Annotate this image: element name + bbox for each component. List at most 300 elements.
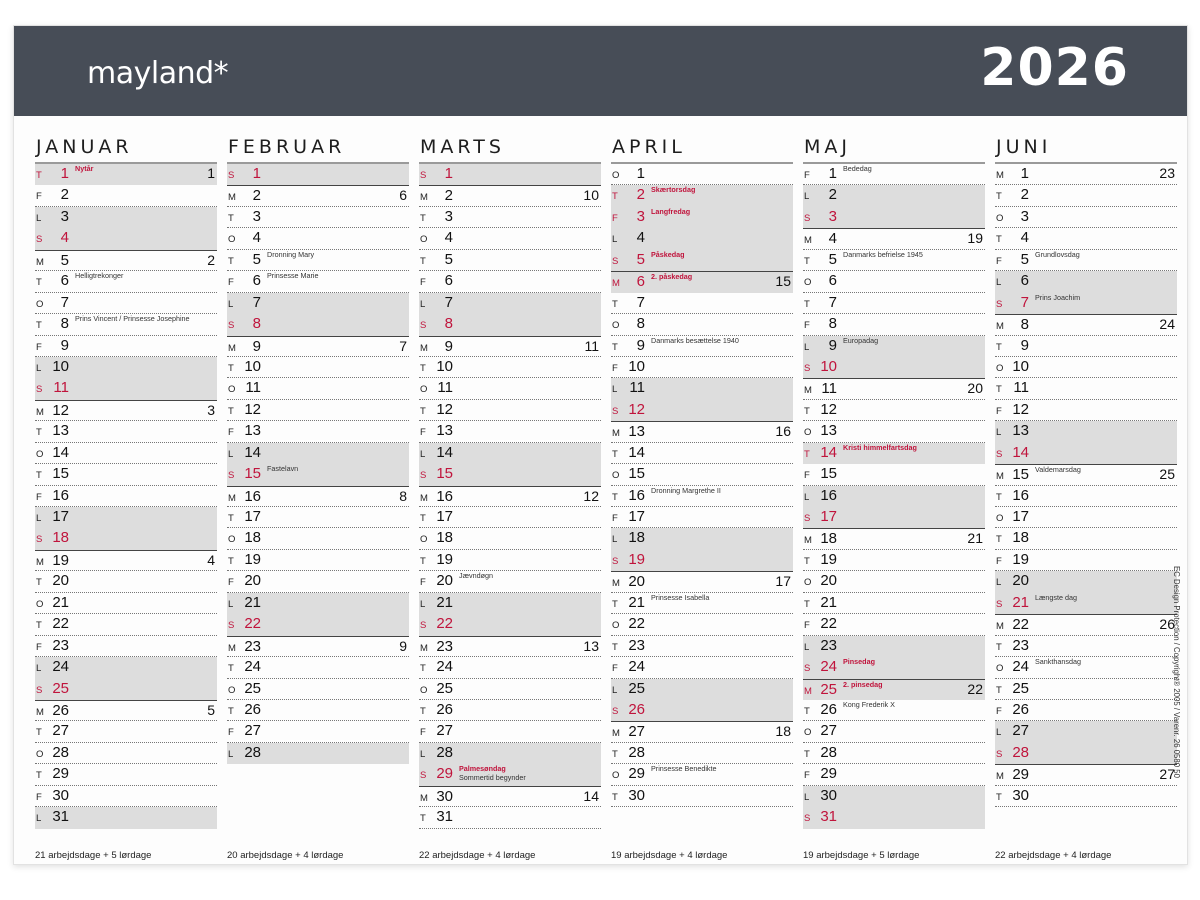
day-number: 20 bbox=[436, 572, 453, 590]
weekday-letter: O bbox=[996, 663, 1004, 675]
day-row bbox=[227, 721, 409, 742]
weekday-letter: S bbox=[612, 705, 619, 717]
day-number: 21 bbox=[820, 593, 837, 611]
day-row bbox=[611, 164, 793, 185]
day-number: 20 bbox=[52, 572, 69, 590]
day-number: 15 bbox=[436, 465, 453, 483]
week-number: 14 bbox=[583, 787, 599, 804]
day-number: 19 bbox=[628, 550, 645, 568]
day-row bbox=[995, 593, 1177, 614]
day-number: 8 bbox=[60, 315, 69, 333]
day-number: 21 bbox=[628, 593, 645, 611]
weekday-letter: L bbox=[36, 813, 42, 825]
day-number: 6 bbox=[828, 272, 837, 290]
weekday-letter: T bbox=[612, 298, 618, 310]
day-event: Europadag bbox=[843, 335, 879, 345]
weekday-letter: M bbox=[996, 621, 1004, 633]
day-number: 20 bbox=[820, 572, 837, 590]
weekday-letter: O bbox=[612, 470, 620, 482]
day-number: 15 bbox=[244, 465, 261, 483]
day-row bbox=[995, 314, 1177, 335]
weekday-letter: S bbox=[228, 620, 235, 632]
day-row bbox=[227, 357, 409, 378]
weekday-letter: T bbox=[612, 448, 618, 460]
day-number: 13 bbox=[628, 423, 645, 441]
day-row bbox=[227, 185, 409, 206]
day-row bbox=[611, 721, 793, 742]
weekday-letter: O bbox=[996, 513, 1004, 524]
day-row bbox=[227, 679, 409, 700]
weekday-letter: T bbox=[996, 684, 1002, 696]
weekday-letter: M bbox=[36, 556, 44, 568]
weekday-letter: T bbox=[804, 598, 810, 610]
weekday-letter: O bbox=[612, 620, 620, 632]
weekday-letter: M bbox=[996, 471, 1004, 483]
weekday-letter: T bbox=[36, 727, 42, 739]
day-row bbox=[35, 185, 217, 206]
weekday-letter: M bbox=[996, 771, 1004, 783]
weekday-letter: O bbox=[36, 448, 44, 460]
day-number: 27 bbox=[52, 722, 69, 740]
weekday-letter: O bbox=[36, 748, 44, 760]
day-event: 2. pinsedag bbox=[843, 679, 883, 689]
day-event: Valdemarsdag bbox=[1035, 465, 1081, 475]
weekday-letter: L bbox=[612, 684, 618, 696]
day-row bbox=[803, 314, 985, 335]
day-row bbox=[995, 464, 1177, 485]
weekday-letter: O bbox=[612, 770, 620, 782]
weekday-letter: M bbox=[612, 728, 620, 740]
day-event: Prins Joachim bbox=[1035, 292, 1081, 302]
day-row bbox=[419, 357, 601, 378]
month-name: MARTS bbox=[419, 134, 601, 164]
day-row bbox=[227, 293, 409, 314]
day-number: 7 bbox=[1020, 293, 1029, 311]
weekday-letter: L bbox=[612, 384, 618, 396]
weekday-letter: L bbox=[36, 513, 42, 524]
day-event: Prinsesse Marie bbox=[267, 271, 319, 281]
day-number: 5 bbox=[828, 250, 837, 268]
day-row bbox=[419, 250, 601, 271]
weekday-letter: L bbox=[804, 191, 810, 203]
weekday-letter: S bbox=[804, 663, 811, 675]
day-number: 17 bbox=[244, 508, 261, 525]
weekday-letter: L bbox=[228, 298, 234, 310]
weekday-letter: L bbox=[996, 427, 1002, 439]
day-number: 22 bbox=[1012, 616, 1029, 634]
day-event: Bededag bbox=[843, 164, 872, 173]
day-row bbox=[419, 614, 601, 635]
weekday-letter: O bbox=[612, 320, 620, 332]
day-row bbox=[995, 636, 1177, 657]
weekday-letter: T bbox=[228, 663, 234, 675]
day-number: 6 bbox=[60, 272, 69, 290]
week-number: 25 bbox=[1159, 466, 1175, 483]
weekday-letter: F bbox=[36, 191, 42, 203]
day-row bbox=[35, 550, 217, 571]
weekday-letter: T bbox=[996, 491, 1002, 503]
weekday-letter: F bbox=[612, 663, 618, 675]
day-row bbox=[995, 721, 1177, 742]
day-row bbox=[227, 250, 409, 271]
day-row bbox=[227, 228, 409, 249]
week-number: 24 bbox=[1159, 316, 1175, 333]
day-row bbox=[35, 636, 217, 657]
day-row bbox=[611, 657, 793, 678]
weekday-letter: T bbox=[996, 234, 1002, 246]
day-number: 5 bbox=[444, 250, 453, 268]
day-number: 30 bbox=[436, 787, 453, 805]
day-number: 30 bbox=[820, 786, 837, 804]
day-number: 9 bbox=[60, 336, 69, 354]
weekday-letter: S bbox=[996, 298, 1003, 310]
day-row bbox=[995, 507, 1177, 528]
day-event: 2. påskedag bbox=[651, 272, 693, 282]
week-number: 17 bbox=[775, 573, 791, 590]
day-number: 25 bbox=[628, 679, 645, 697]
day-row bbox=[611, 250, 793, 271]
day-row bbox=[35, 421, 217, 442]
weekday-letter: F bbox=[228, 577, 234, 589]
day-row bbox=[35, 721, 217, 742]
day-number: 21 bbox=[1012, 593, 1029, 611]
weekday-letter: S bbox=[36, 384, 43, 396]
day-number: 19 bbox=[1012, 550, 1029, 568]
weekday-letter: T bbox=[228, 705, 234, 717]
month-footer: 21 arbejdsdage + 5 lørdage bbox=[35, 850, 152, 861]
weekday-letter: T bbox=[420, 362, 426, 374]
day-number: 13 bbox=[820, 422, 837, 440]
weekday-letter: S bbox=[36, 234, 43, 246]
day-number: 17 bbox=[436, 508, 453, 525]
day-row bbox=[803, 679, 985, 700]
weekday-letter: T bbox=[420, 255, 426, 267]
day-row bbox=[611, 786, 793, 807]
weekday-letter: T bbox=[804, 255, 810, 267]
month-column-maj bbox=[803, 134, 985, 861]
day-number: 7 bbox=[60, 293, 69, 311]
week-number: 26 bbox=[1159, 616, 1175, 633]
day-row bbox=[803, 786, 985, 807]
day-row bbox=[611, 571, 793, 592]
weekday-letter: L bbox=[228, 598, 234, 610]
weekday-letter: F bbox=[612, 362, 618, 374]
day-row bbox=[611, 271, 793, 292]
day-number: 1 bbox=[444, 165, 453, 182]
month-column-januar bbox=[35, 134, 217, 861]
weekday-letter: L bbox=[804, 641, 810, 653]
day-row bbox=[995, 378, 1177, 399]
day-row bbox=[995, 336, 1177, 357]
day-row bbox=[419, 421, 601, 442]
day-number: 14 bbox=[628, 443, 645, 461]
weekday-letter: F bbox=[36, 791, 42, 803]
weekday-letter: T bbox=[36, 170, 42, 181]
month-footer: 22 arbejdsdage + 4 lørdage bbox=[995, 850, 1112, 861]
day-number: 11 bbox=[53, 379, 69, 397]
day-row bbox=[803, 614, 985, 635]
weekday-letter: O bbox=[228, 384, 236, 396]
day-number: 5 bbox=[252, 250, 261, 268]
day-number: 27 bbox=[436, 722, 453, 740]
weekday-letter: F bbox=[804, 320, 810, 332]
day-row bbox=[803, 550, 985, 571]
day-number: 15 bbox=[628, 465, 645, 483]
day-row bbox=[995, 293, 1177, 314]
day-event-secondary: Sommertid begynder bbox=[459, 772, 526, 782]
day-number: 17 bbox=[628, 508, 645, 525]
day-number: 28 bbox=[1012, 743, 1029, 761]
day-number: 10 bbox=[436, 357, 453, 375]
day-row bbox=[803, 743, 985, 764]
day-row bbox=[995, 207, 1177, 228]
weekday-letter: M bbox=[804, 385, 812, 397]
weekday-letter: T bbox=[804, 705, 810, 717]
week-number: 11 bbox=[584, 337, 599, 354]
day-number: 24 bbox=[1012, 658, 1029, 676]
week-number: 12 bbox=[583, 487, 599, 504]
day-row bbox=[611, 421, 793, 442]
day-row bbox=[611, 550, 793, 571]
day-row bbox=[995, 571, 1177, 592]
day-number: 28 bbox=[820, 743, 837, 761]
weekday-letter: M bbox=[996, 170, 1004, 181]
day-row bbox=[227, 571, 409, 592]
weekday-letter: M bbox=[804, 235, 812, 247]
weekday-letter: S bbox=[420, 170, 427, 181]
day-row bbox=[419, 807, 601, 828]
day-number: 22 bbox=[436, 615, 453, 633]
month-name: MAJ bbox=[803, 134, 985, 164]
day-row bbox=[35, 764, 217, 785]
day-row bbox=[803, 185, 985, 206]
day-number: 16 bbox=[52, 486, 69, 504]
weekday-letter: O bbox=[36, 598, 44, 610]
month-name: FEBRUAR bbox=[227, 134, 409, 164]
day-number: 8 bbox=[636, 315, 645, 333]
day-row bbox=[227, 378, 409, 399]
day-number: 18 bbox=[1012, 529, 1029, 547]
day-event: Fastelavn bbox=[267, 464, 299, 474]
week-number: 8 bbox=[399, 487, 407, 504]
day-number: 30 bbox=[628, 786, 645, 804]
day-row bbox=[35, 657, 217, 678]
weekday-letter: S bbox=[420, 620, 427, 632]
weekday-letter: F bbox=[804, 620, 810, 632]
year-title: 2026 bbox=[980, 38, 1129, 98]
day-row bbox=[995, 743, 1177, 764]
day-number: 7 bbox=[828, 293, 837, 311]
weekday-letter: S bbox=[228, 170, 235, 181]
day-row bbox=[803, 421, 985, 442]
weekday-letter: M bbox=[36, 256, 44, 268]
weekday-letter: S bbox=[804, 212, 811, 224]
day-row bbox=[803, 443, 985, 464]
day-event: Kong Frederik X bbox=[843, 699, 895, 709]
day-number: 24 bbox=[820, 658, 837, 676]
day-number: 7 bbox=[252, 293, 261, 311]
day-event: Prins Vincent / Prinsesse Josephine bbox=[75, 314, 190, 324]
day-number: 2 bbox=[636, 186, 645, 204]
weekday-letter: F bbox=[228, 427, 234, 439]
weekday-letter: L bbox=[36, 362, 42, 374]
month-column-juni bbox=[995, 134, 1177, 861]
day-number: 25 bbox=[244, 679, 261, 697]
day-number: 4 bbox=[252, 229, 261, 247]
weekday-letter: T bbox=[996, 191, 1002, 203]
weekday-letter: M bbox=[804, 535, 812, 547]
day-number: 14 bbox=[52, 443, 69, 461]
day-row bbox=[995, 271, 1177, 292]
day-number: 14 bbox=[1012, 443, 1029, 461]
day-number: 26 bbox=[52, 701, 69, 719]
weekday-letter: M bbox=[612, 578, 620, 590]
day-row bbox=[611, 507, 793, 528]
day-row bbox=[227, 421, 409, 442]
day-number: 18 bbox=[244, 529, 261, 547]
day-row bbox=[611, 614, 793, 635]
day-number: 23 bbox=[52, 636, 69, 654]
day-number: 6 bbox=[1020, 272, 1029, 290]
day-row bbox=[419, 400, 601, 421]
day-number: 26 bbox=[820, 700, 837, 718]
weekday-letter: O bbox=[420, 684, 428, 696]
week-number: 5 bbox=[207, 701, 215, 718]
day-number: 22 bbox=[820, 615, 837, 633]
day-row bbox=[803, 400, 985, 421]
day-row bbox=[803, 464, 985, 485]
week-number: 6 bbox=[399, 187, 407, 204]
weekday-letter: F bbox=[612, 513, 618, 524]
day-row bbox=[419, 271, 601, 292]
weekday-letter: T bbox=[36, 770, 42, 782]
day-number: 15 bbox=[1012, 466, 1029, 484]
day-row bbox=[227, 486, 409, 507]
day-number: 17 bbox=[52, 508, 69, 525]
day-number: 5 bbox=[1020, 250, 1029, 268]
day-row bbox=[995, 786, 1177, 807]
day-number: 24 bbox=[628, 658, 645, 676]
weekday-letter: M bbox=[36, 406, 44, 418]
weekday-letter: S bbox=[420, 470, 427, 482]
day-row bbox=[35, 357, 217, 378]
day-row bbox=[803, 164, 985, 185]
day-row bbox=[227, 443, 409, 464]
day-event: Nytår bbox=[75, 164, 94, 173]
weekday-letter: L bbox=[420, 598, 426, 610]
day-number: 16 bbox=[436, 487, 453, 505]
day-number: 23 bbox=[436, 637, 453, 655]
day-number: 23 bbox=[820, 636, 837, 654]
day-row bbox=[611, 700, 793, 721]
day-row bbox=[803, 357, 985, 378]
day-number: 4 bbox=[636, 229, 645, 247]
weekday-letter: T bbox=[804, 298, 810, 310]
weekday-letter: T bbox=[804, 448, 810, 460]
weekday-letter: T bbox=[36, 277, 42, 289]
weekday-letter: O bbox=[420, 234, 428, 246]
day-number: 14 bbox=[820, 443, 837, 461]
day-number: 29 bbox=[436, 765, 453, 783]
day-number: 24 bbox=[436, 658, 453, 676]
day-row bbox=[995, 250, 1177, 271]
day-number: 5 bbox=[636, 250, 645, 268]
day-row bbox=[611, 464, 793, 485]
day-number: 9 bbox=[444, 337, 453, 355]
day-row bbox=[611, 764, 793, 785]
weekday-letter: T bbox=[996, 534, 1002, 546]
day-row bbox=[803, 700, 985, 721]
day-number: 23 bbox=[1012, 636, 1029, 654]
day-row bbox=[803, 721, 985, 742]
day-number: 26 bbox=[244, 700, 261, 718]
day-number: 12 bbox=[820, 400, 837, 418]
weekday-letter: M bbox=[996, 321, 1004, 333]
day-number: 1 bbox=[636, 165, 645, 182]
day-number: 1 bbox=[252, 165, 261, 182]
weekday-letter: M bbox=[612, 428, 620, 440]
day-event: Dronning Mary bbox=[267, 249, 315, 259]
day-row bbox=[419, 593, 601, 614]
weekday-letter: T bbox=[228, 555, 234, 567]
day-row bbox=[611, 443, 793, 464]
day-row bbox=[35, 807, 217, 828]
week-number: 4 bbox=[207, 551, 215, 568]
day-number: 2 bbox=[1020, 186, 1029, 204]
month-footer: 22 arbejdsdage + 4 lørdage bbox=[419, 850, 536, 861]
day-number: 7 bbox=[636, 293, 645, 311]
weekday-letter: F bbox=[804, 770, 810, 782]
day-number: 2 bbox=[444, 187, 453, 205]
day-number: 31 bbox=[436, 808, 453, 826]
day-number: 18 bbox=[820, 530, 837, 548]
weekday-letter: M bbox=[228, 192, 236, 204]
day-row bbox=[419, 786, 601, 807]
week-number: 22 bbox=[967, 680, 983, 697]
day-row bbox=[611, 228, 793, 249]
day-number: 12 bbox=[52, 401, 69, 419]
month-footer: 20 arbejdsdage + 4 lørdage bbox=[227, 850, 344, 861]
weekday-letter: T bbox=[612, 748, 618, 760]
month-name: APRIL bbox=[611, 134, 793, 164]
day-number: 16 bbox=[1012, 486, 1029, 504]
day-row bbox=[995, 185, 1177, 206]
day-number: 10 bbox=[1012, 357, 1029, 375]
weekday-letter: T bbox=[996, 791, 1002, 803]
day-row bbox=[227, 743, 409, 764]
day-event: Længste dag bbox=[1035, 592, 1077, 602]
day-row bbox=[35, 743, 217, 764]
day-row bbox=[803, 507, 985, 528]
weekday-letter: M bbox=[420, 192, 428, 204]
day-number: 18 bbox=[52, 529, 69, 547]
day-number: 12 bbox=[1012, 400, 1029, 418]
week-number: 21 bbox=[967, 530, 983, 547]
day-event: Dronning Margrethe II bbox=[651, 485, 721, 495]
day-row bbox=[227, 636, 409, 657]
weekday-letter: T bbox=[228, 362, 234, 374]
weekday-letter: F bbox=[996, 555, 1002, 567]
weekday-letter: L bbox=[228, 448, 234, 460]
day-number: 8 bbox=[828, 315, 837, 333]
weekday-letter: F bbox=[420, 727, 426, 739]
weekday-letter: M bbox=[36, 706, 44, 718]
day-row bbox=[419, 464, 601, 485]
day-row bbox=[419, 700, 601, 721]
day-number: 17 bbox=[820, 508, 837, 525]
day-number: 19 bbox=[820, 550, 837, 568]
day-row bbox=[803, 528, 985, 549]
